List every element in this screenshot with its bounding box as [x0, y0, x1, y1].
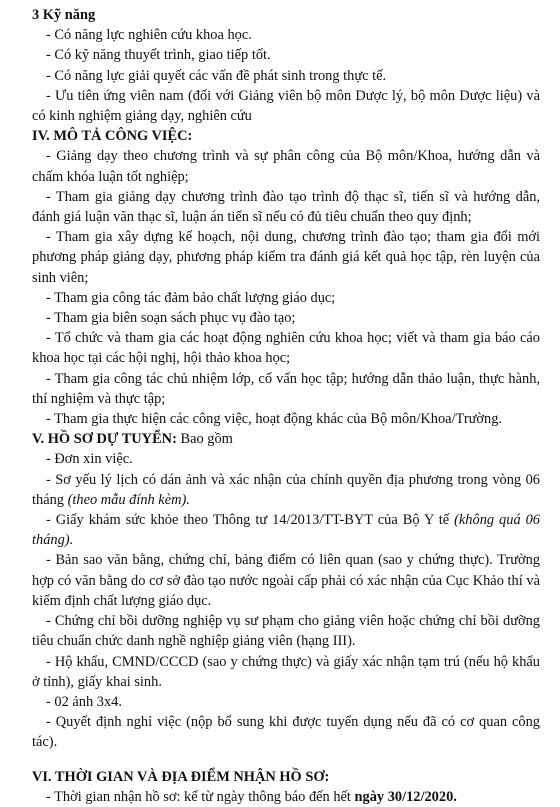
application-item-note: (không quá 06 tháng). [32, 512, 540, 549]
section-5-title-suffix: Bao gồm [176, 431, 233, 448]
section-3-title: 3 Kỹ năng [32, 7, 96, 23]
job-item: - Tham gia xây dựng kế hoạch, nội dung, chương trình đào tạo; tham gia đổi mới phương pháp giảng dạy, phương pháp kiểm tra đánh giá kết quả học tập, rèn luyện của sinh viên; [32, 229, 540, 286]
deadline-item [32, 787, 540, 807]
application-item: - Chứng chỉ bồi dưỡng nghiệp vụ sư phạm cho giảng viên hoặc chứng chỉ bồi dưỡng tiêu chuẩn chức danh nghề nghiệp giảng viên (hạng III). [32, 613, 540, 650]
job-item: - Tham gia công tác đảm bảo chất lượng giáo dục; [46, 289, 336, 306]
job-item: - Tham gia biên soạn sách phục vụ đào tạo; [46, 310, 296, 327]
application-item [32, 470, 540, 510]
job-item: - Tham gia thực hiện các công việc, hoạt động khác của Bộ môn/Khoa/Trường. [46, 411, 503, 428]
job-item: - Tổ chức và tham gia các hoạt động nghiên cứu khoa học; viết và tham gia báo cáo khoa học tại các hội nghị, hội thảo khoa học; [32, 330, 540, 367]
job-item: - Giảng dạy theo chương trình và sự phân công của Bộ môn/Khoa, hướng dẫn và chấm khóa luận tốt nghiệp; [32, 148, 540, 185]
job-item: - Tham gia công tác chủ nhiệm lớp, cố vấn học tập; hướng dẫn thảo luận, thực hành, thí nghiệm và thực tập; [32, 370, 540, 407]
section-spacer [32, 753, 540, 767]
skill-item: - Có năng lực giải quyết các vấn đề phát sinh trong thực tế. [46, 67, 387, 84]
skill-item: - Ưu tiên ứng viên nam (đối với Giảng viên bộ môn Dược lý, bộ môn Dược liệu) và có kinh nghiệm giảng dạy, nghiên cứu [32, 87, 540, 125]
application-item: - Quyết định nghỉ việc (nộp bổ sung khi được tuyển dụng nếu đã có cơ quan công tác). [32, 714, 540, 751]
application-item-text: - Sơ yếu lý lịch có dán ảnh và xác nhận của chính quyền địa phương trong vòng 06 tháng [32, 471, 540, 508]
application-item [32, 510, 540, 550]
section-6-title: VI. THỜI GIAN VÀ ĐỊA ĐIỂM NHẬN HỒ SƠ: [32, 768, 330, 785]
deadline-text: - Thời gian nhận hồ sơ: kể từ ngày thông báo đến hết [46, 788, 355, 805]
application-item: - Đơn xin việc. [46, 451, 133, 468]
application-item-note: (theo mẫu đính kèm). [67, 491, 190, 508]
job-item: - Tham gia giảng dạy chương trình đào tạo trình độ thạc sĩ, tiến sĩ và hướng dẫn, đánh giá luận văn thạc sĩ, luận án tiến sĩ nếu có đủ tiêu chuẩn theo quy định; [32, 188, 540, 226]
application-item-text: - Giấy khám sức khỏe theo Thông tư 14/2013/TT-BYT của Bộ Y tế [46, 512, 455, 529]
section-4-title: IV. MÔ TẢ CÔNG VIỆC: [32, 128, 193, 145]
application-item: - 02 ảnh 3x4. [46, 693, 122, 710]
application-item: - Bản sao văn bằng, chứng chỉ, bảng điểm có liên quan (sao y chứng thực). Trường hợp có văn bằng do cơ sở đào tạo nước ngoài cấp phải có xác nhận của Cục Khảo thí và kiểm định chất lượng giáo dục. [32, 552, 540, 609]
deadline-date: ngày 30/12/2020. [354, 788, 457, 805]
application-item: - Hộ khẩu, CMND/CCCD (sao y chứng thực) và giấy xác nhận tạm trú (nếu hộ khẩu ở tỉnh), giấy khai sinh. [32, 653, 540, 690]
section-5-heading-line [32, 429, 540, 449]
skill-item: - Có năng lực nghiên cứu khoa học. [46, 27, 252, 44]
skill-item: - Có kỹ năng thuyết trình, giao tiếp tốt. [46, 47, 271, 64]
section-5-title: V. HỒ SƠ DỰ TUYỂN: [32, 431, 177, 448]
